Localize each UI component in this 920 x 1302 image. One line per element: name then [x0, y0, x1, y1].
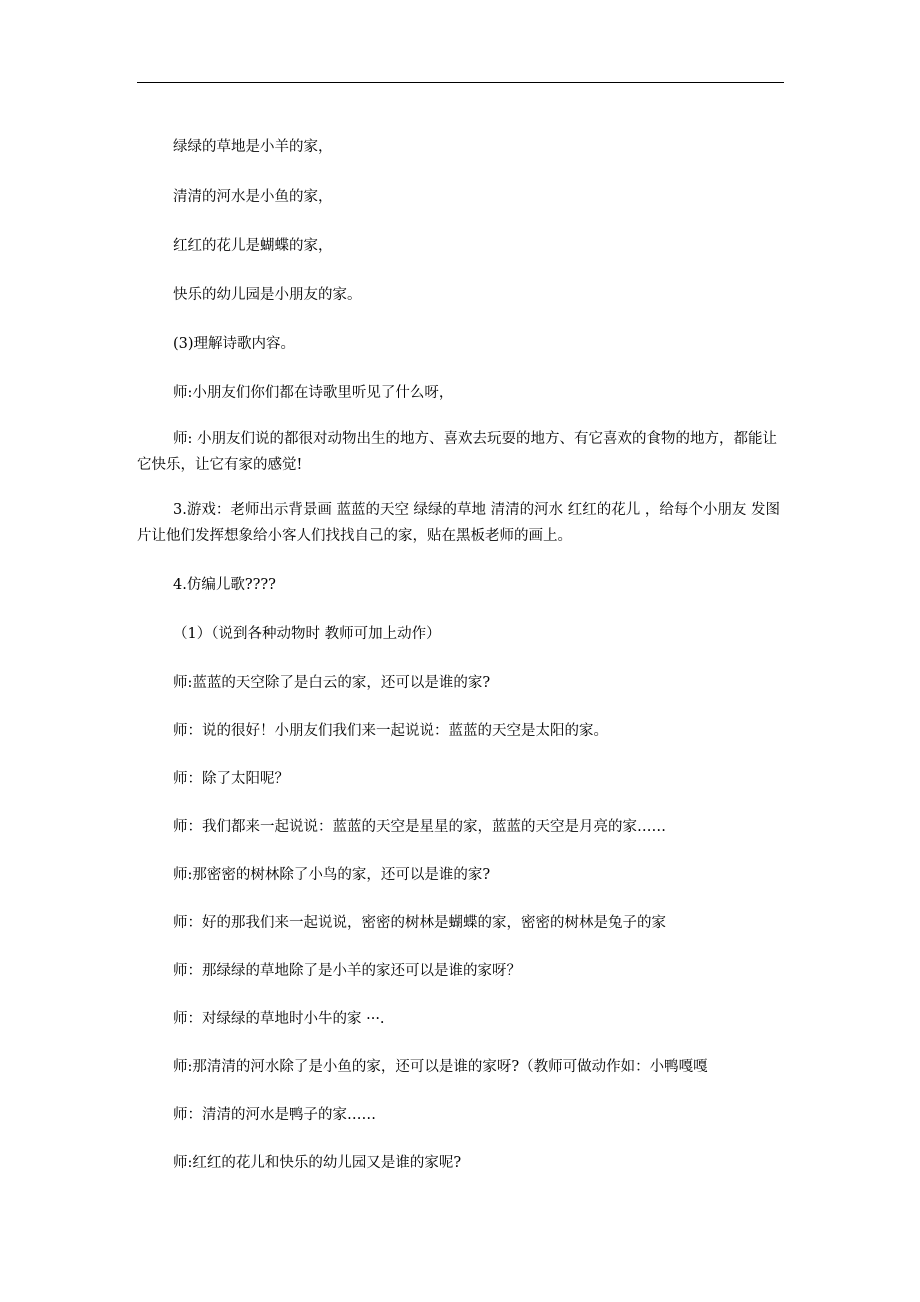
- section-heading-imitate: 4.仿编儿歌????: [173, 577, 276, 593]
- teacher-line-question: 师:小朋友们你们都在诗歌里听见了什么呀，: [173, 385, 454, 401]
- dialogue-line-11: 师:红红的花儿和快乐的幼儿园又是谁的家呢?: [173, 1155, 462, 1171]
- dialogue-line-5: 师:那密密的树林除了小鸟的家，还可以是谁的家?: [173, 867, 491, 883]
- poem-line-2: 清清的河水是小鱼的家，: [173, 189, 333, 205]
- game-paragraph: 3.游戏：老师出示背景画 蓝蓝的天空 绿绿的草地 清清的河水 红红的花儿 ，给每个小朋友 发图片让他们发挥想象给小客人们找找自己的家，贴在黑板老师的画上。: [137, 502, 780, 544]
- dialogue-line-8: 师：对绿绿的草地时小牛的家 ···.: [173, 1011, 385, 1027]
- header-rule: [137, 82, 784, 83]
- dialogue-line-1: 师:蓝蓝的天空除了是白云的家，还可以是谁的家?: [173, 675, 491, 691]
- dialogue-line-6: 师：好的那我们来一起说说，密密的树林是蝴蝶的家，密密的树林是兔子的家: [173, 915, 666, 931]
- step-1-note: （1）（说到各种动物时 教师可加上动作）: [173, 626, 441, 642]
- poem-line-3: 红红的花儿是蝴蝶的家，: [173, 238, 333, 254]
- poem-line-1: 绿绿的草地是小羊的家，: [173, 139, 333, 155]
- section-heading-understand: (3)理解诗歌内容。: [173, 336, 296, 352]
- dialogue-line-2: 师：说的很好！小朋友们我们来一起说说：蓝蓝的天空是太阳的家。: [173, 723, 608, 739]
- dialogue-line-10: 师：清清的河水是鸭子的家……: [173, 1107, 376, 1123]
- teacher-paragraph-summary: 师: 小朋友们说的都很对动物出生的地方、喜欢去玩耍的地方、有它喜欢的食物的地方，都能让它快乐，让它有家的感觉!: [137, 431, 777, 473]
- dialogue-line-3: 师：除了太阳呢？: [173, 771, 289, 787]
- dialogue-line-4: 师：我们都来一起说说：蓝蓝的天空是星星的家，蓝蓝的天空是月亮的家……: [173, 819, 666, 835]
- dialogue-line-7: 师：那绿绿的草地除了是小羊的家还可以是谁的家呀？: [173, 963, 521, 979]
- dialogue-line-9: 师:那清清的河水除了是小鱼的家，还可以是谁的家呀?（教师可做动作如：小鸭嘎嘎: [173, 1059, 708, 1075]
- poem-line-4: 快乐的幼儿园是小朋友的家。: [173, 287, 362, 303]
